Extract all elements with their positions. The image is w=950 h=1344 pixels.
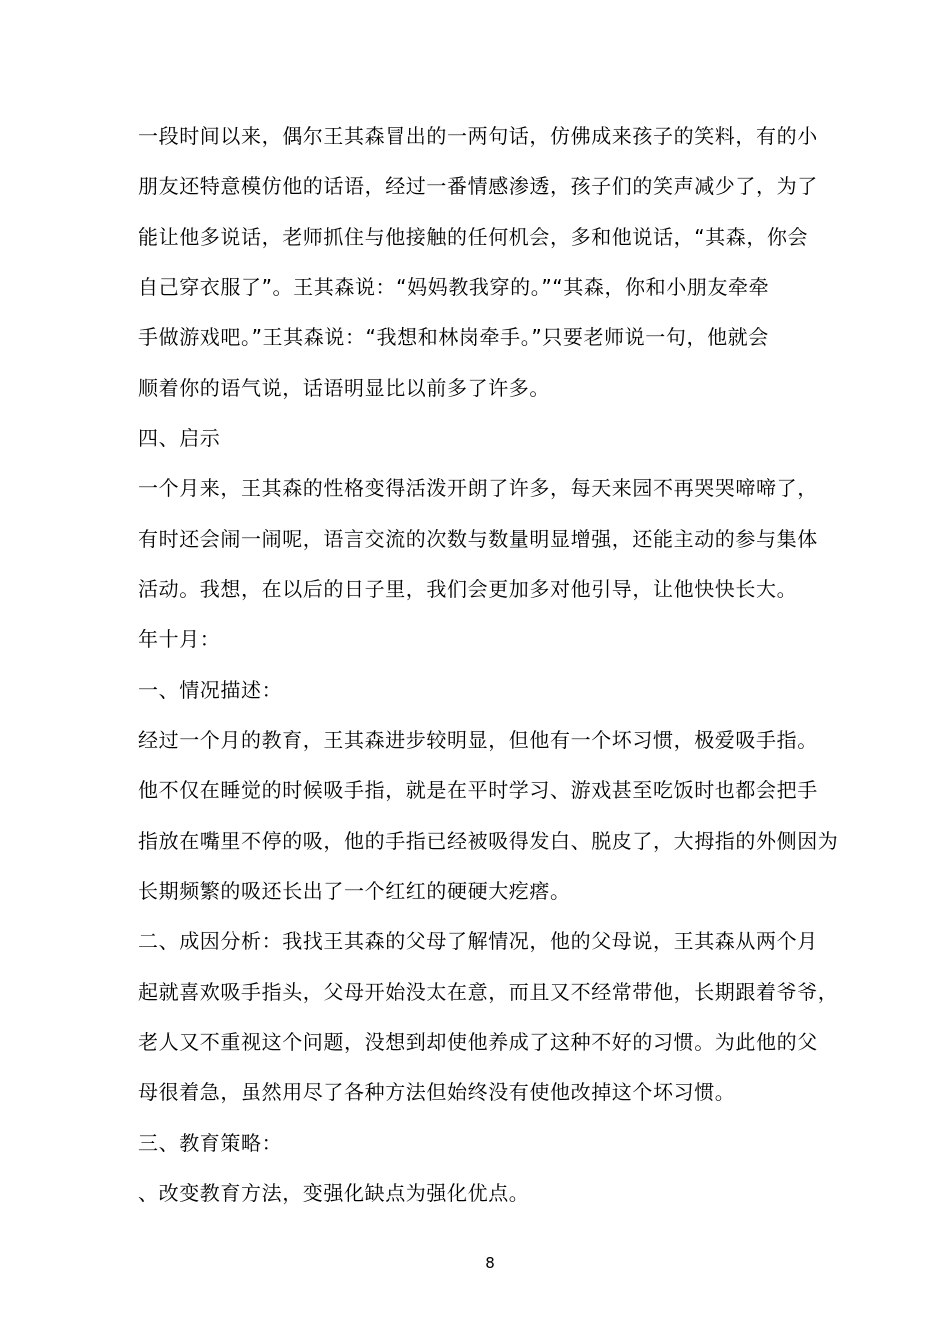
body-text-line: 母很着急，虽然用尽了各种方法但始终没有使他改掉这个坏习惯。 (138, 1080, 736, 1104)
section-heading: 一、情况描述： (138, 678, 283, 702)
body-text-line: 一段时间以来，偶尔王其森冒出的一两句话，仿佛成来孩子的笑料，有的小 (138, 124, 818, 148)
body-text-line: 自己穿衣服了”。王其森说：“妈妈教我穿的。”“其森，你和小朋友牵牵 (138, 275, 770, 299)
date-heading: 年十月： (138, 627, 221, 651)
body-text-line: 他不仅在睡觉的时候吸手指，就是在平时学习、游戏甚至吃饭时也都会把手 (138, 778, 818, 802)
body-text-line: 顺着你的语气说，话语明显比以前多了许多。 (138, 376, 550, 400)
body-text-line: 有时还会闹一闹呢，语言交流的次数与数量明显增强，还能主动的参与集体 (138, 527, 818, 551)
body-text-line: 指放在嘴里不停的吸，他的手指已经被吸得发白、脱皮了，大拇指的外侧因为 (138, 829, 839, 853)
body-text-line: 长期频繁的吸还长出了一个红红的硬硬大疙瘩。 (138, 879, 571, 903)
body-text-line: 能让他多说话，老师抓住与他接触的任何机会，多和他说话，“其森，你会 (138, 225, 809, 249)
body-text-line: 经过一个月的教育，王其森进步较明显，但他有一个坏习惯，极爱吸手指。 (138, 728, 818, 752)
body-text-line: 手做游戏吧。”王其森说：“我想和林岗牵手。”只要老师说一句，他就会 (138, 325, 769, 349)
body-text-line: 一个月来，王其森的性格变得活泼开朗了许多，每天来园不再哭哭啼啼了， (138, 476, 818, 500)
body-text-line: 老人又不重视这个问题，没想到却使他养成了这种不好的习惯。为此他的父 (138, 1030, 818, 1054)
body-text-line: 活动。我想，在以后的日子里，我们会更加多对他引导，让他快快长大。 (138, 577, 798, 601)
body-text-line: 朋友还特意模仿他的话语，经过一番情感渗透，孩子们的笑声减少了，为了 (138, 174, 818, 198)
body-text-line: 、改变教育方法，变强化缺点为强化优点。 (138, 1181, 530, 1205)
body-text-line: 起就喜欢吸手指头，父母开始没太在意，而且又不经常带他，长期跟着爷爷， (138, 980, 839, 1004)
body-text-line: 二、成因分析：我找王其森的父母了解情况，他的父母说，王其森从两个月 (138, 929, 818, 953)
section-heading: 三、教育策略： (138, 1131, 283, 1155)
page-number: 8 (485, 1254, 495, 1272)
section-heading: 四、启示 (138, 426, 221, 450)
